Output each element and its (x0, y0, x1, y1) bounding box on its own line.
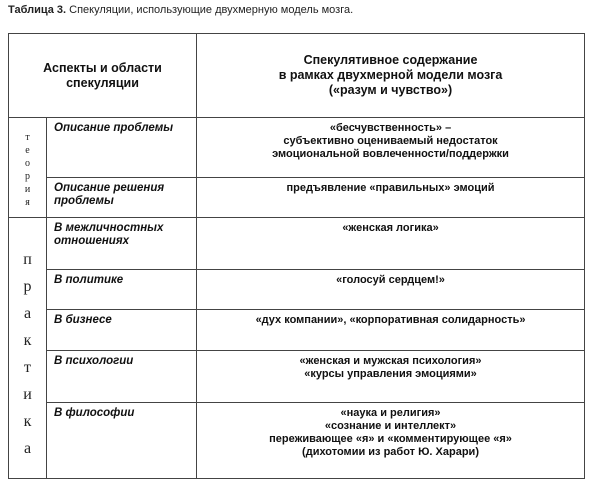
aspect-cell: В философии (47, 403, 197, 479)
group-label-theory: т е о р и я (9, 118, 47, 218)
table-row (9, 218, 585, 270)
group-label-practice: п р а к т и к а (9, 218, 47, 479)
aspect-cell: Описание проблемы (47, 118, 197, 178)
caption-label: Таблица 3. (8, 4, 67, 16)
caption-text: Спекуляции, использующие двухмерную модель мозга. (69, 4, 354, 16)
table-row (9, 270, 585, 310)
table-row (9, 403, 585, 479)
aspect-cell: В психологии (47, 351, 197, 403)
aspect-cell: В политике (47, 270, 197, 310)
header-content: Спекулятивное содержание в рамках двухмерной модели мозга («разум и чувство») (197, 34, 585, 118)
content-cell: «дух компании», «корпоративная солидарность» (197, 310, 585, 351)
table-row (9, 351, 585, 403)
table-caption (8, 4, 353, 16)
content-cell: «бесчувственность» – субъективно оцениваемый недостаток эмоциональной вовлеченности/поддержки (197, 118, 585, 178)
content-cell: «голосуй сердцем!» (197, 270, 585, 310)
table-row (9, 178, 585, 218)
table-row (9, 118, 585, 178)
speculations-table (8, 33, 585, 479)
aspect-cell: В бизнесе (47, 310, 197, 351)
content-cell: «женская логика» (197, 218, 585, 270)
aspect-cell: Описание решения проблемы (47, 178, 197, 218)
content-cell: предъявление «правильных» эмоций (197, 178, 585, 218)
content-cell: «наука и религия» «сознание и интеллект» переживающее «я» и «комментирующее «я» (дихотомии из работ Ю. Харари) (197, 403, 585, 479)
content-cell: «женская и мужская психология» «курсы управления эмоциями» (197, 351, 585, 403)
header-row (9, 34, 585, 118)
table-row (9, 310, 585, 351)
aspect-cell: В межличностных отношениях (47, 218, 197, 270)
header-aspects: Аспекты и области спекуляции (9, 34, 197, 118)
